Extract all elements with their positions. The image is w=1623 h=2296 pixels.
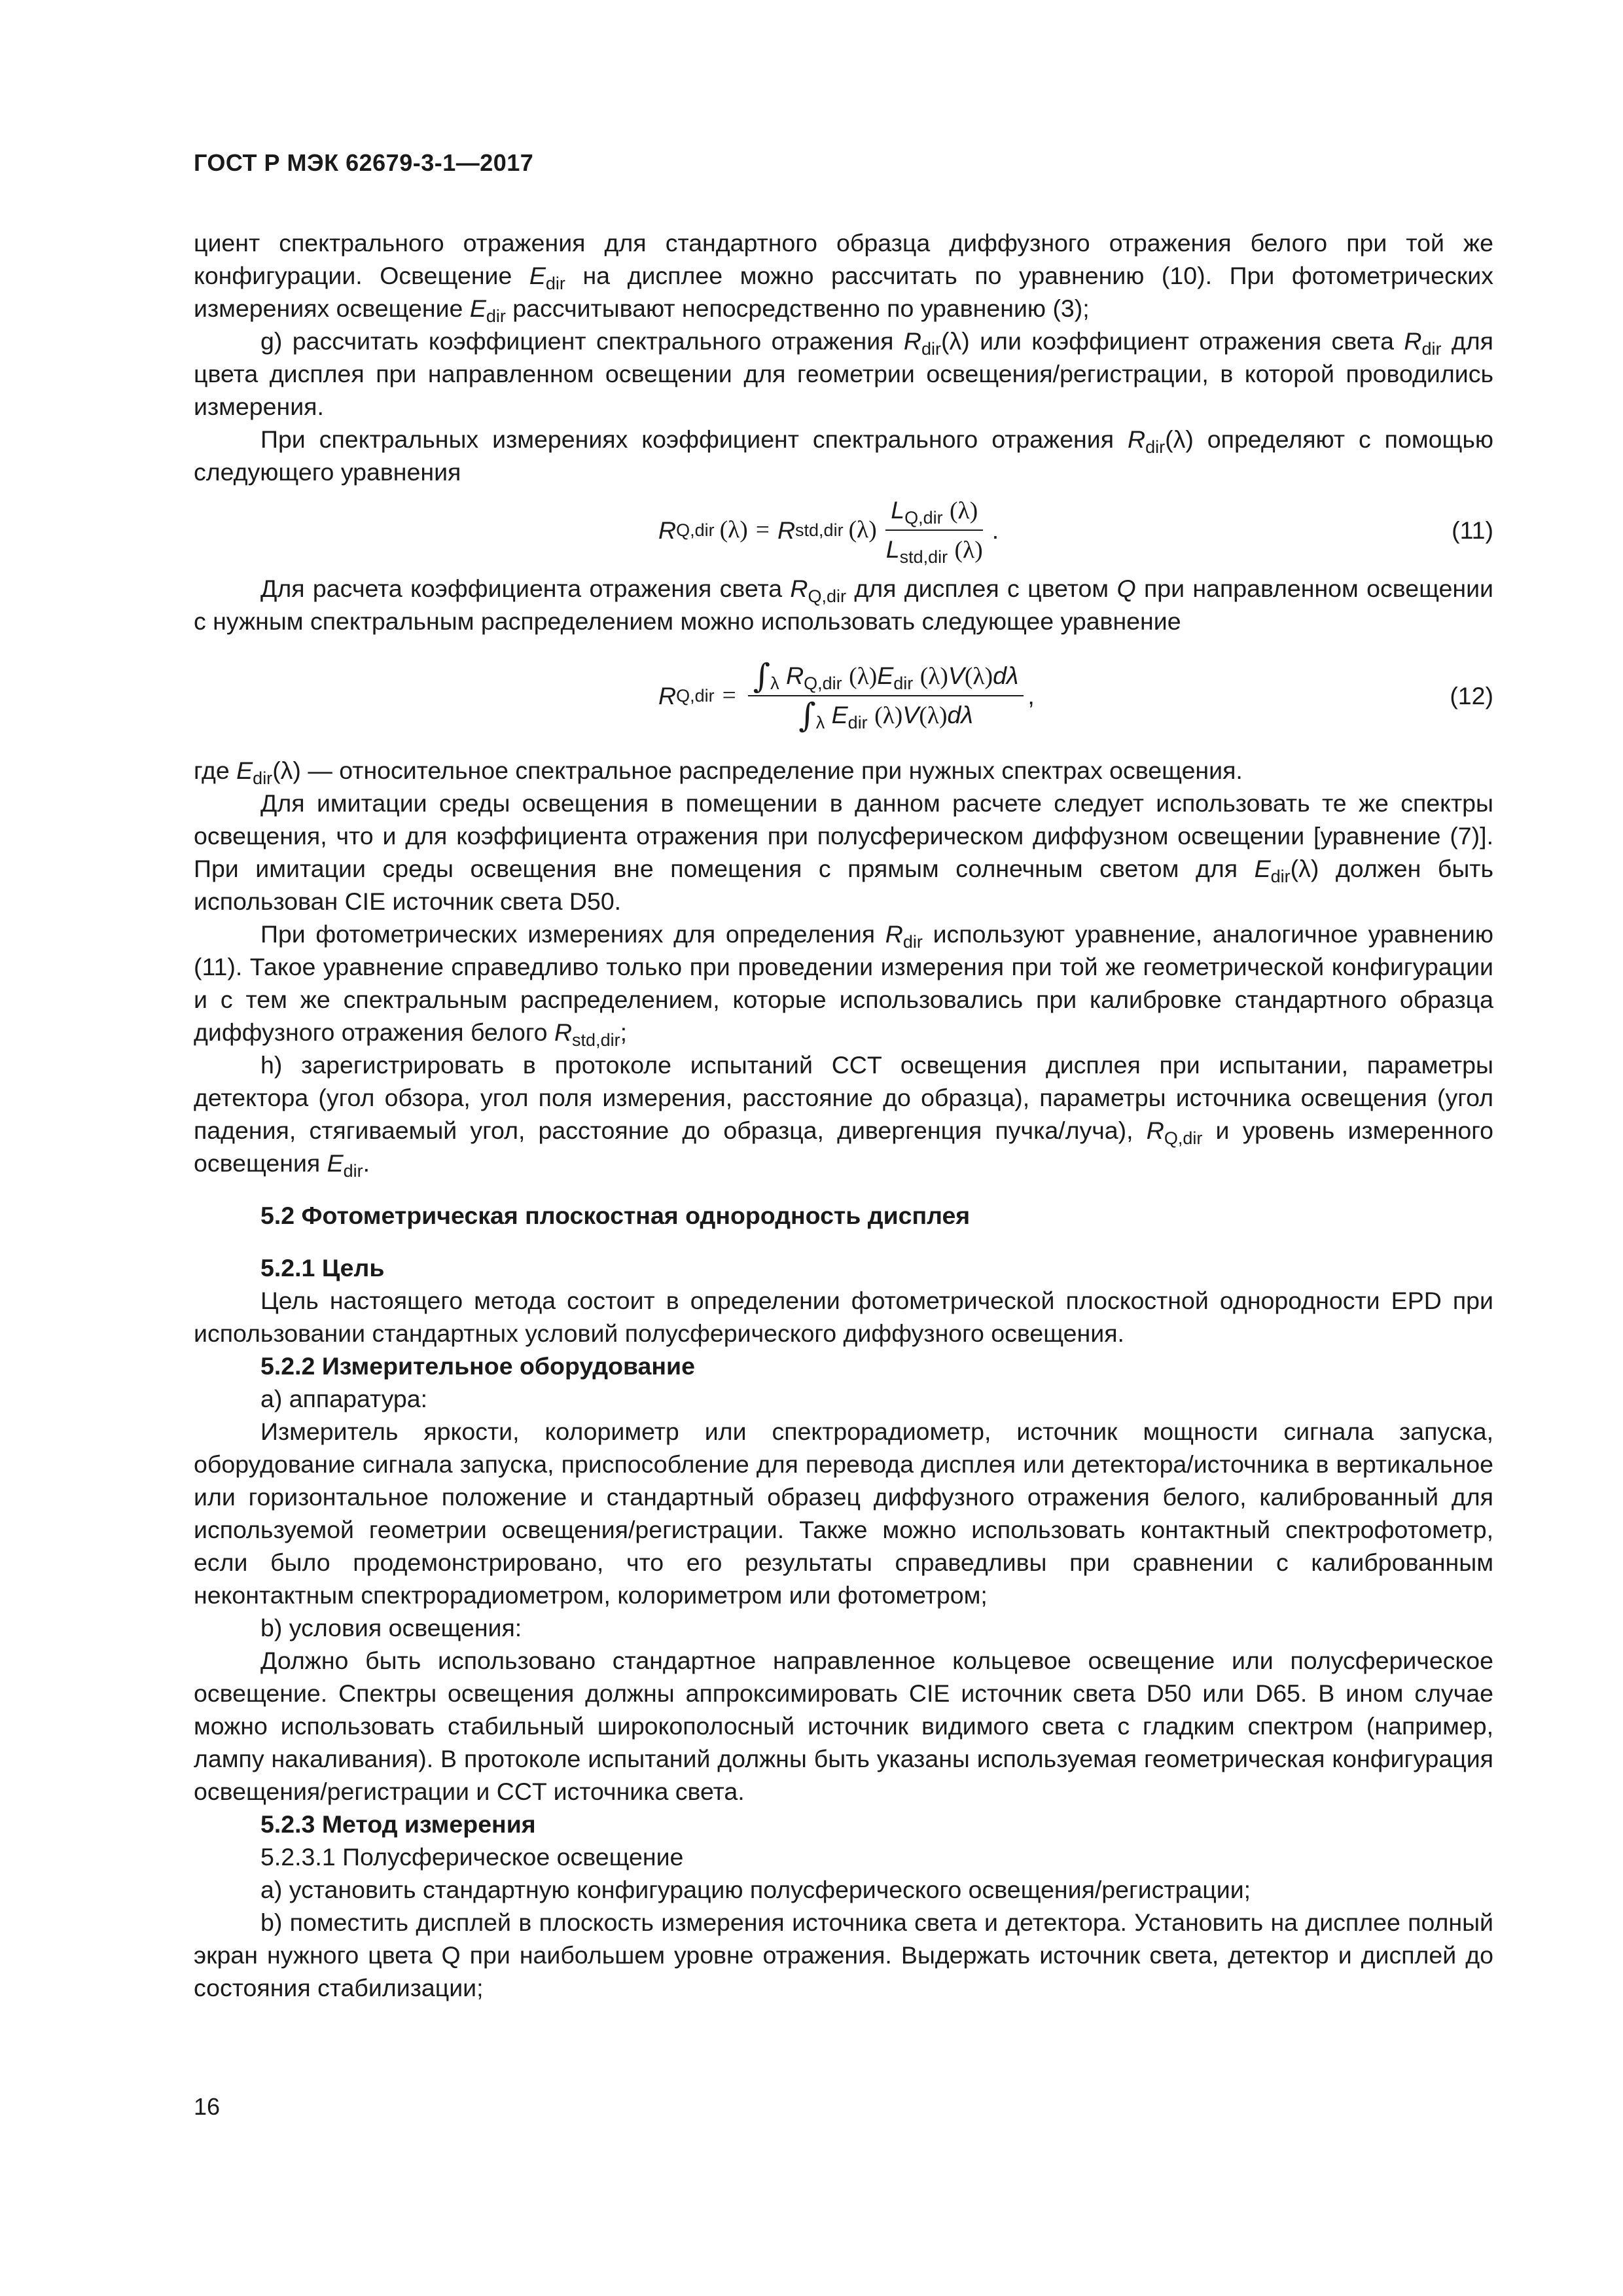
text: — относительное спектральное распределение при нужных спектрах освещения. [300, 757, 1243, 784]
paragraph: Должно быть использовано стандартное направленное кольцевое освещение или полусферическое освещение. Спектры освещения должны аппроксимировать CIE источник света D50 или D65. В ином случае можно использовать стабильный широкополосный источник видимого света с гладким спектром (например, лампу накаливания). В протоколе испытаний должны быть указаны используемая геометрическая конфигурация освещения/регистрации и CCT источника света. [194, 1647, 1493, 1805]
subscript: dir [847, 713, 868, 733]
subsection-heading: 5.2.2 Измерительное оборудование [260, 1352, 695, 1380]
subscript: Q,dir [904, 508, 943, 528]
symbol-e: E [831, 701, 848, 728]
document-header: ГОСТ Р МЭК 62679-3-1—2017 [194, 149, 534, 176]
integral-sign: ∫ [753, 656, 771, 696]
text: для дисплея с цветом [846, 575, 1117, 602]
subscript: dir [902, 932, 923, 952]
text: и уровень измеренного освещения [194, 1117, 1494, 1177]
fraction [881, 494, 988, 566]
subscript: Q,dir [808, 586, 847, 607]
subscript: dir [1270, 867, 1291, 887]
section-heading: 5.2 Фотометрическая плоскостная однородность дисплея [260, 1202, 971, 1229]
text: циент спектрального отражения для стандартного образца диффузного отражения белого при той же конфигурации. Освещение [194, 229, 1493, 289]
subscript: dir [545, 274, 565, 294]
symbol-r: R [777, 516, 796, 544]
equation-number: (11) [1452, 516, 1493, 544]
document-body [194, 226, 1493, 2004]
lambda-arg: (λ) [719, 516, 748, 543]
text: Для имитации среды освещения в помещении в данном расчете следует использовать те же спектры освещения, что и для коэффициента отражения при полусферическом диффузном освещении [уравнение (7)]. При имитации среды освещения вне помещения с прямым солнечным светом для [194, 789, 1493, 882]
text: . [363, 1149, 370, 1177]
lambda-arg: (λ) [272, 757, 301, 784]
text: g) рассчитать коэффициент спектрального отражения [260, 327, 904, 355]
text: ; [620, 1018, 627, 1046]
integral-sign: ∫ [798, 696, 816, 735]
symbol-r: R [554, 1018, 573, 1046]
subscript: dir [921, 339, 941, 359]
subscript: dir [1145, 437, 1166, 457]
equals-sign: = [755, 516, 770, 543]
equation-11 [194, 488, 1493, 572]
lambda-arg: (λ) [919, 663, 948, 690]
paragraph [194, 423, 1493, 488]
symbol-r: R [658, 682, 677, 709]
symbol-e: E [1254, 855, 1271, 882]
paragraph: а) аппаратура: [260, 1385, 428, 1412]
paragraph [194, 226, 1493, 325]
text: h) зарегистрировать в протоколе испытаний CCT освещения дисплея при испытании, параметры детектора (угол обзора, угол поля измерения, расстояние до образца), параметры источника освещения (угол падения, стягиваемый угол, расстояние до образца, дивергенция пучка/луча), [194, 1051, 1493, 1144]
lambda-arg: (λ) [848, 516, 877, 543]
symbol-l: L [891, 496, 905, 524]
symbol-e: E [469, 295, 486, 322]
subscript: dir [486, 306, 506, 327]
equation-body: R Q,dir = $\int_\lambda$ $R_{Q,dir}$ $(\lambda)E_{dir}$ (λ)V(λ)dλ $\int_\lambda$ $E_{dir}$ (λ)V(λ)dλ , [658, 656, 1035, 735]
subscript: Q,dir [1164, 1128, 1203, 1149]
text: должен быть использован CIE источник света D50. [194, 855, 1493, 915]
subscript: std,dir [899, 547, 948, 567]
text: определяют с помощью следующего уравнения [194, 425, 1493, 486]
page-number: 16 [194, 2093, 221, 2120]
paragraph [194, 918, 1493, 1049]
equation-number: (12) [1450, 682, 1493, 709]
paragraph [194, 572, 1493, 637]
symbol-v: V [902, 701, 919, 728]
lambda-arg: (λ) [874, 702, 903, 729]
symbol-r: R [1127, 425, 1146, 453]
equation-body: R Q,dir (λ) = R std,dir (λ) $\frac{L_{Q,dir} (\lambda)}{L_{std,dir} (\lambda)}$ . [658, 488, 999, 572]
text: на дисплее можно рассчитать по уравнению (10). При фотометрических измерениях освещение [194, 262, 1493, 322]
symbol-r: R [790, 575, 808, 602]
text: При спектральных измерениях коэффициент спектрального отражения [260, 425, 1128, 453]
symbol-e: E [236, 757, 253, 784]
denominator [793, 696, 978, 735]
paragraph: а) установить стандартную конфигурацию полусферического освещения/регистрации; [260, 1876, 1251, 1903]
subscript: λ [815, 713, 825, 733]
text: Для расчета коэффициента отражения света [260, 575, 791, 602]
subscript: λ [770, 673, 779, 694]
text: или коэффициент отражения света [969, 327, 1404, 355]
text: рассчитывают непосредственно по уравнению (3); [505, 295, 1090, 322]
comma: , [1027, 682, 1035, 709]
lambda-arg: (λ) [1165, 425, 1194, 453]
symbol-r: R [903, 327, 921, 355]
lambda-arg: (λ) [954, 537, 983, 564]
subscript: dir [1421, 339, 1442, 359]
paragraph: b) поместить дисплей в плоскость измерения источника света и детектора. Установить на дисплее полный экран нужного цвета Q при наибольшем уровне отражения. Выдержать источник света, детектор и дисплей до состояния стабилизации; [194, 1909, 1493, 2001]
paragraph [194, 754, 1493, 787]
symbol-q: Q [1116, 575, 1136, 602]
symbol-l: L [885, 535, 900, 563]
subscript: dir [253, 768, 273, 789]
subsection-heading: 5.2.3 Метод измерения [260, 1810, 536, 1838]
numerator [885, 494, 983, 531]
lambda-arg: (λ) [940, 327, 970, 355]
equals-sign: = [722, 682, 736, 709]
symbol-r: R [1146, 1117, 1164, 1144]
differential: dλ [947, 701, 973, 728]
lambda-arg: (λ) [919, 702, 948, 729]
subsection-heading: 5.2.1 Цель [260, 1254, 385, 1282]
text: при направленном освещении с нужным спектральным распределением можно использовать следующее уравнение [194, 575, 1494, 635]
paragraph: b) условия освещения: [260, 1614, 522, 1641]
paragraph: Цель настоящего метода состоит в определении фотометрической плоскостной однородности EPD при использовании стандартных условий полусферического диффузного освещения. [194, 1287, 1493, 1347]
symbol-r: R [658, 516, 677, 544]
text: При фотометрических измерениях для определения [260, 920, 885, 948]
numerator [748, 656, 1024, 696]
lambda-arg: (λ) [849, 663, 878, 690]
symbol-e: E [529, 262, 546, 289]
text: для цвета дисплея при направленном освещении для геометрии освещения/регистрации, в которой проводились измерения. [194, 327, 1493, 420]
paragraph: Измеритель яркости, колориметр или спектрорадиометр, источник мощности сигнала запуска, оборудование сигнала запуска, приспособление для перевода дисплея или детектора/источника в вертикальное или горизонтальное положение и стандартный образец диффузного отражения белого, калиброванный для используемой геометрии освещения/регистрации. Также можно использовать контактный спектрофотометр, если было продемонстрировано, что его результаты справедливы при сравнении с калиброванным неконтактным спектрорадиометром, колориметром или фотометром; [194, 1418, 1493, 1609]
subscript: Q,dir [804, 673, 842, 694]
symbol-e: E [327, 1149, 344, 1177]
subscript: dir [343, 1161, 363, 1181]
symbol-e: E [877, 662, 894, 689]
text: используют уравнение, аналогичное уравнению (11). Такое уравнение справедливо только при проведении измерения при той же геометрической конфигурации и с тем же спектральным распределением, которые использовались при калибровке стандартного образца диффузного отражения белого [194, 920, 1493, 1046]
lambda-arg: (λ) [950, 497, 978, 524]
paragraph [194, 325, 1493, 423]
differential: dλ [993, 662, 1019, 689]
symbol-r: R [885, 920, 903, 948]
lambda-arg: (λ) [964, 663, 993, 690]
text: где [194, 757, 237, 784]
period: . [991, 516, 999, 544]
lambda-arg: (λ) [1290, 855, 1319, 882]
paragraph [194, 787, 1493, 918]
fraction [748, 656, 1024, 735]
paragraph [194, 1049, 1493, 1179]
symbol-v: V [948, 662, 965, 689]
subscript: std,dir [572, 1030, 620, 1050]
symbol-r: R [786, 662, 804, 689]
symbol-r: R [1404, 327, 1422, 355]
paragraph: 5.2.3.1 Полусферическое освещение [260, 1843, 684, 1871]
denominator [881, 531, 988, 566]
equation-12 [194, 637, 1493, 754]
subscript: dir [893, 673, 914, 694]
